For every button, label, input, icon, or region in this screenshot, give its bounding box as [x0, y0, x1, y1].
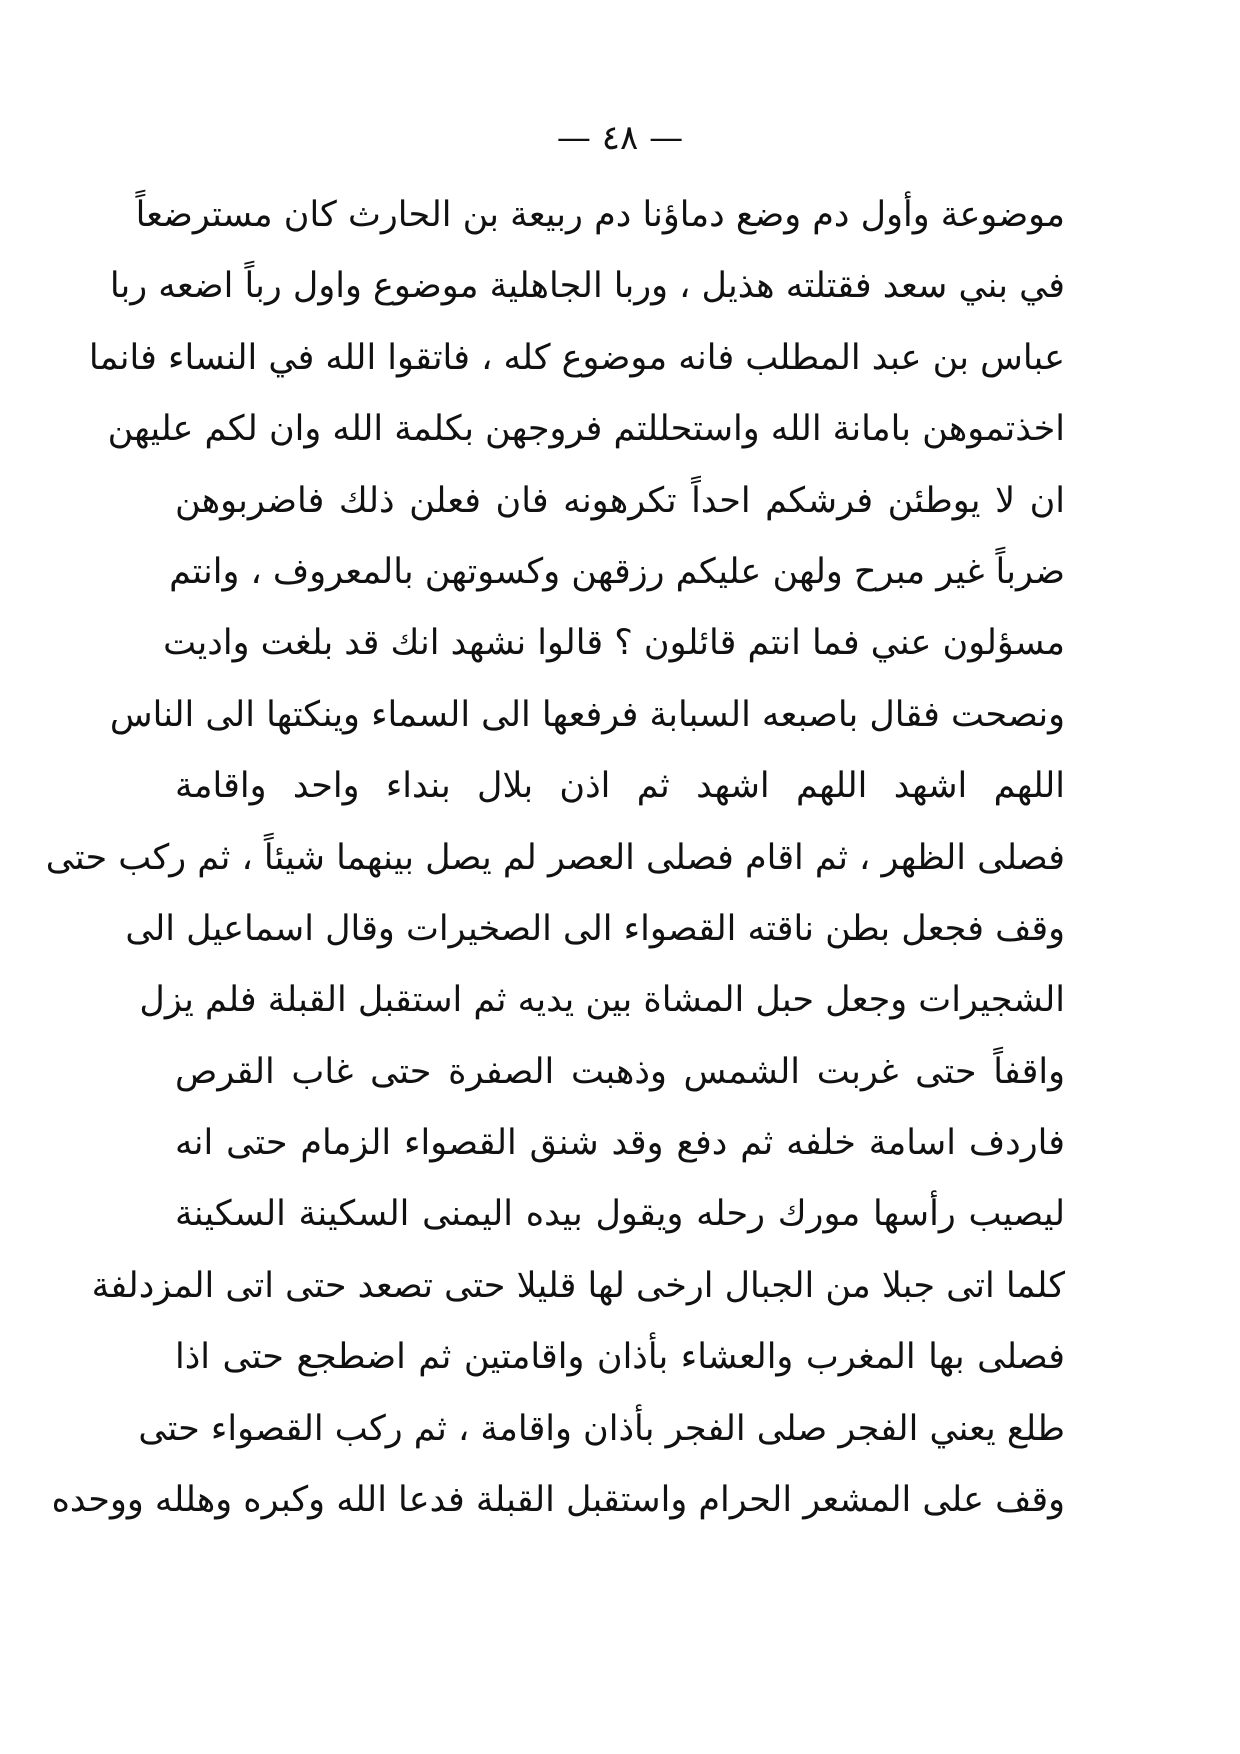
text-line: فاردف اسامة خلفه ثم دفع وقد شنق القصواء الزمام حتى انه: [175, 1123, 1065, 1164]
text-line: فصلى الظهر ، ثم اقام فصلى العصر لم يصل بينهما شيئاً ، ثم ركب حتى: [45, 837, 1065, 878]
text-line: الشجيرات وجعل حبل المشاة بين يديه ثم استقبل القبلة فلم يزل: [139, 980, 1065, 1021]
text-line: ليصيب رأسها مورك رحله ويقول بيده اليمنى السكينة السكينة: [175, 1194, 1065, 1235]
text-line: عباس بن عبد المطلب فانه موضوع كله ، فاتقوا الله في النساء فانما: [88, 337, 1065, 378]
text-line: فصلى بها المغرب والعشاء بأذان واقامتين ثم اضطجع حتى اذا: [175, 1337, 1065, 1378]
text-line: طلع يعني الفجر صلى الفجر بأذان واقامة ، ثم ركب القصواء حتى: [138, 1408, 1065, 1449]
text-line: ان لا يوطئن فرشكم احداً تكرهونه فان فعلن ذلك فاضربوهن: [175, 480, 1065, 521]
text-line: اخذتموهن بامانة الله واستحللتم فروجهن بكلمة الله وان لكم عليهن: [107, 409, 1065, 450]
text-line: ضرباً غير مبرح ولهن عليكم رزقهن وكسوتهن بالمعروف ، وانتم: [169, 551, 1065, 592]
text-line: واقفاً حتى غربت الشمس وذهبت الصفرة حتى غاب القرص: [175, 1051, 1065, 1092]
text-line: مسؤلون عني فما انتم قائلون ؟ قالوا نشهد انك قد بلغت واديت: [163, 623, 1065, 664]
text-line: ونصحت فقال باصبعه السبابة فرفعها الى السماء وينكتها الى الناس: [109, 694, 1065, 735]
text-line: كلما اتى جبلا من الجبال ارخى لها قليلا حتى تصعد حتى اتى المزدلفة: [91, 1265, 1065, 1306]
text-line: اللهم اشهد اللهم اشهد ثم اذن بلال بنداء واحد واقامة: [175, 766, 1065, 807]
body-text: [45, 180, 1065, 1536]
page-number: — ٤٨ —: [556, 118, 684, 158]
text-line: وقف فجعل بطن ناقته القصواء الى الصخيرات وقال اسماعيل الى: [125, 908, 1065, 949]
text-line: موضوعة وأول دم وضع دماؤنا دم ربيعة بن الحارث كان مسترضعاً: [135, 195, 1065, 235]
text-line: وقف على المشعر الحرام واستقبل القبلة فدعا الله وكبره وهلله ووحده: [51, 1480, 1065, 1521]
text-line: في بني سعد فقتلته هذيل ، وربا الجاهلية موضوع واول رباً اضعه ربا: [109, 266, 1065, 307]
